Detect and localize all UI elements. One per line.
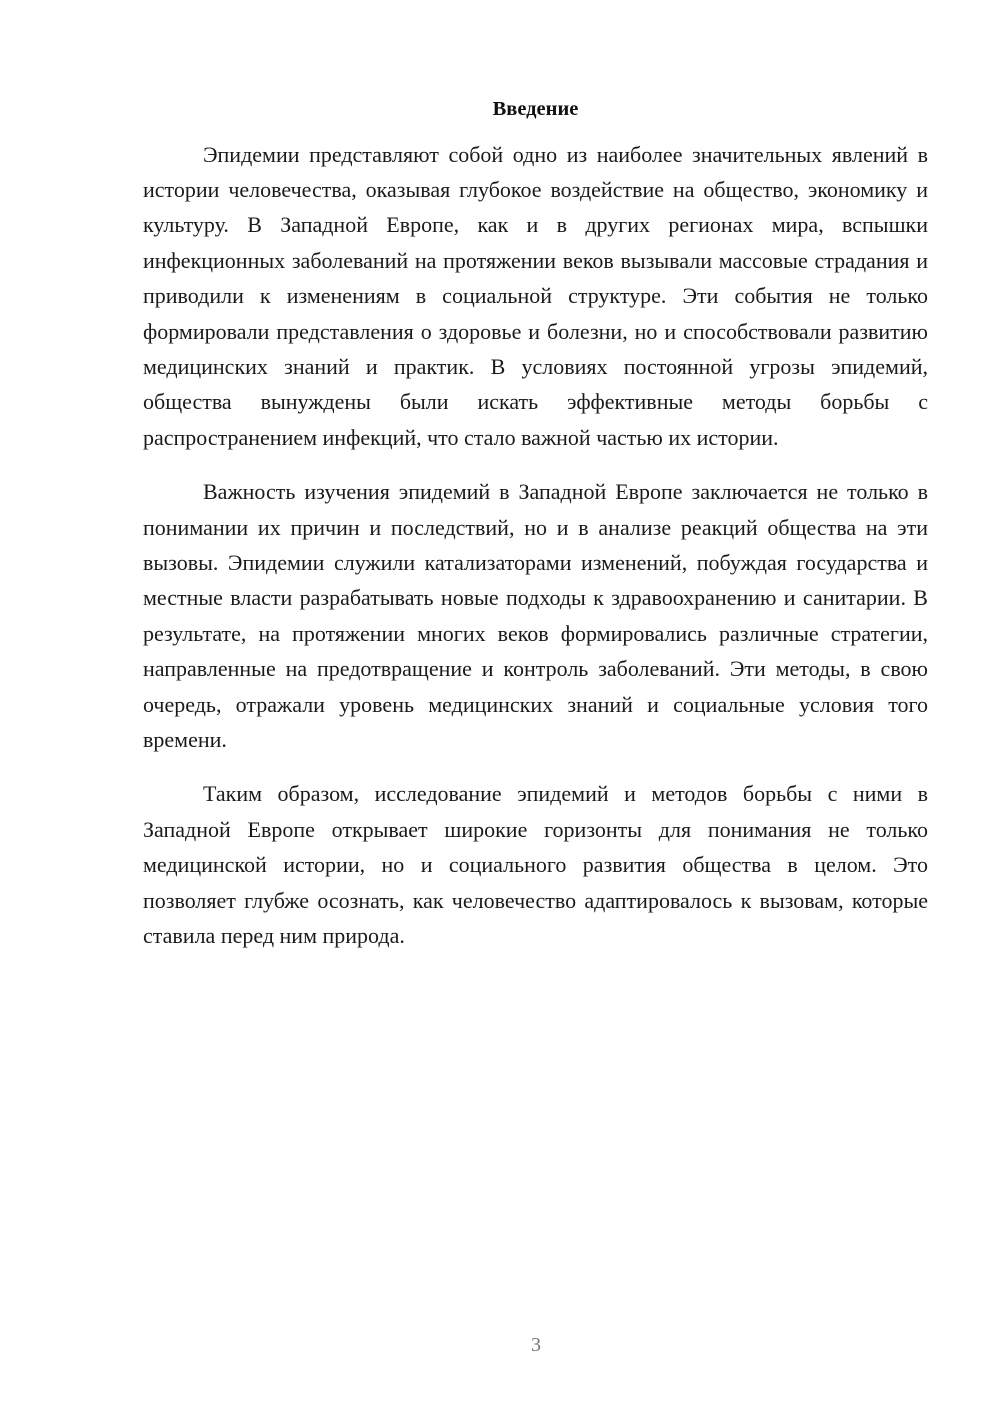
page-content <box>143 92 928 972</box>
paragraph-1: Эпидемии представляют собой одно из наиболее значительных явлений в истории человечества, оказывая глубокое воздействие на общество, экономику и культуру. В Западной Европе, как и в других регионах мира, вспышки инфекционных заболеваний на протяжении веков вызывали массовые страдания и приводили к изменениям в социальной структуре. Эти события не только формировали представления о здоровье и болезни, но и способствовали развитию медицинских знаний и практик. В условиях постоянной угрозы эпидемий, общества вынуждены были искать эффективные методы борьбы с распространением инфекций, что стало важной частью их истории. <box>143 141 928 450</box>
section-title: Введение <box>492 98 579 120</box>
paragraph-2: Важность изучения эпидемий в Западной Европе заключается не только в понимании их причин и последствий, но и в анализе реакций общества на эти вызовы. Эпидемии служили катализаторами изменений, побуждая государства и местные власти разрабатывать новые подходы к здравоохранению и санитарии. В результате, на протяжении многих веков формировались различные стратегии, направленные на предотвращение и контроль заболеваний. Эти методы, в свою очередь, отражали уровень медицинских знаний и социальные условия того времени. <box>143 479 928 752</box>
page-number: 3 <box>531 1334 541 1356</box>
paragraph-3: Таким образом, исследование эпидемий и методов борьбы с ними в Западной Европе открывает широкие горизонты для понимания не только медицинской истории, но и социального развития общества в целом. Это позволяет глубже осознать, как человечество адаптировалось к вызовам, которые ставила перед ним природа. <box>143 781 928 949</box>
